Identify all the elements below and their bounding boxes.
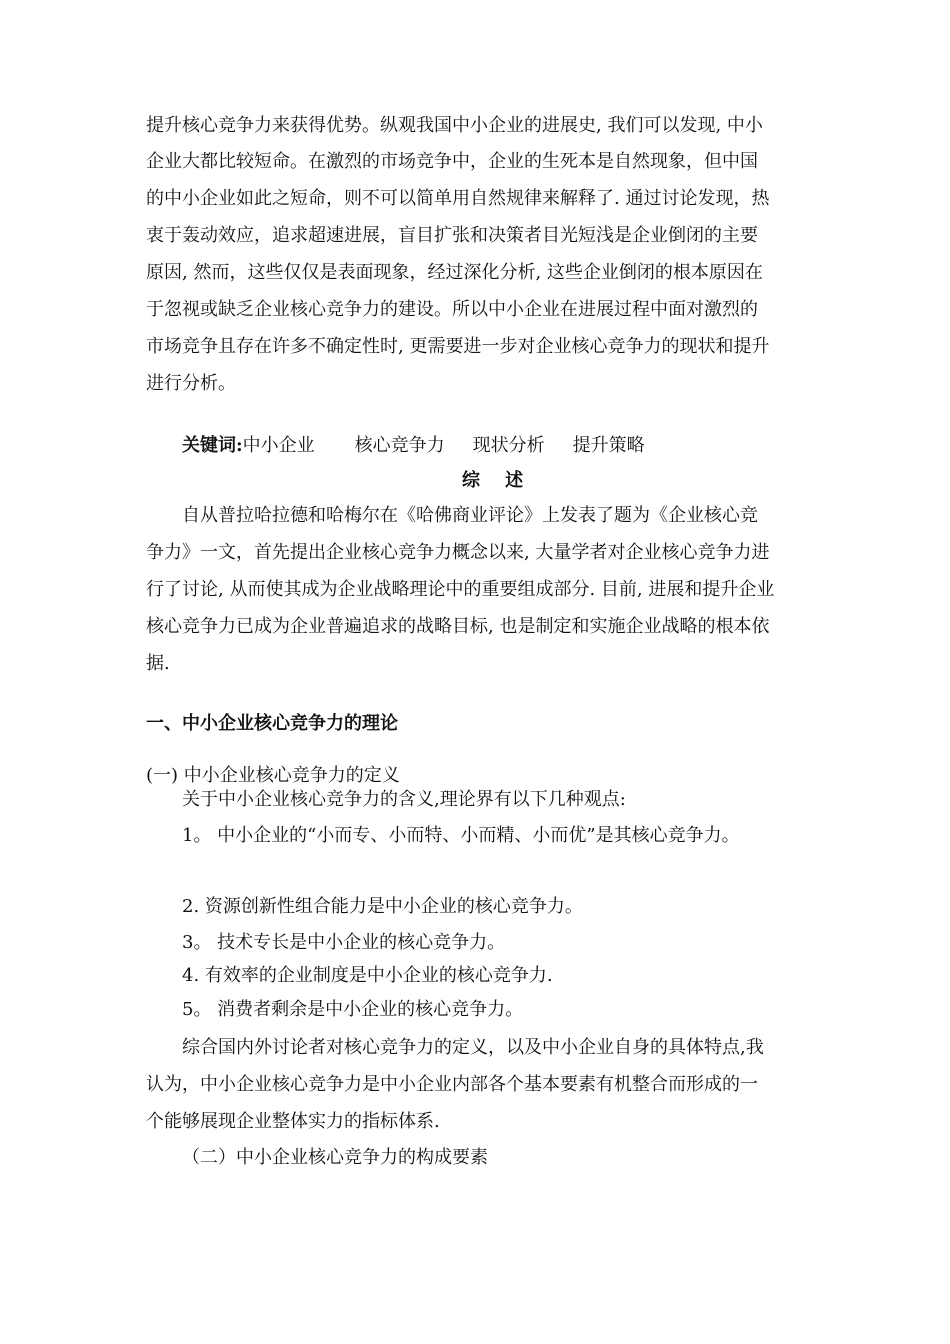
list-item: 4. 有效率的企业制度是中小企业的核心竞争力. [182,965,553,986]
keywords-row [182,434,645,458]
summary-line: 个能够展现企业整体实力的指标体系. [146,1111,440,1132]
section-heading: 一、中小企业核心竞争力的理论 [146,713,398,734]
intro-line: 进行分析。 [146,373,236,394]
summary-line: 认为，中小企业核心竞争力是中小企业内部各个基本要素有机整合而形成的一 [146,1074,758,1095]
list-item: 2. 资源创新性组合能力是中小企业的核心竞争力。 [182,896,583,917]
list-item: 1。 中小企业的“小而专、小而特、小而精、小而优”是其核心竞争力。 [182,825,740,846]
intro-line: 于忽视或缺乏企业核心竞争力的建设。所以中小企业在进展过程中面对激烈的 [146,299,758,320]
keywords-label: 关键词: [182,435,243,456]
intro-line: 的中小企业如此之短命，则不可以简单用自然规律来解释了. 通过讨论发现，热 [146,188,770,209]
review-line: 争力》一文，首先提出企业核心竞争力概念以来, 大量学者对企业核心竞争力进 [146,542,770,563]
intro-line: 衷于轰动效应，追求超速进展，盲目扩张和决策者目光短浅是企业倒闭的主要 [146,225,758,246]
review-line: 行了讨论, 从而使其成为企业战略理论中的重要组成部分. 目前, 进展和提升企业 [146,579,775,600]
summary-line: 综合国内外讨论者对核心竞争力的定义，以及中小企业自身的具体特点,我 [182,1037,764,1058]
subsection-heading: (一) 中小企业核心竞争力的定义 [146,765,400,786]
intro-line: 企业大都比较短命。在激烈的市场竞争中，企业的生死本是自然现象，但中国 [146,151,758,172]
keyword-item: 中小企业 [242,435,315,456]
intro-line: 提升核心竞争力来获得优势。纵观我国中小企业的进展史, 我们可以发现, 中小 [146,115,763,136]
review-line: 核心竞争力已成为企业普遍追求的战略目标, 也是制定和实施企业战略的根本依 [146,616,770,637]
keyword-item: 提升策略 [572,435,645,456]
section-intro: 关于中小企业核心竞争力的含义,理论界有以下几种观点: [182,789,626,810]
intro-line: 原因, 然而，这些仅仅是表面现象，经过深化分析, 这些企业倒闭的根本原因在 [146,262,763,283]
list-item: 5。 消费者剩余是中小企业的核心竞争力。 [182,999,524,1020]
review-line: 据. [146,653,170,674]
keyword-item: 现状分析 [472,435,545,456]
keyword-item: 核心竞争力 [354,435,445,456]
subsection-heading: （二）中小企业核心竞争力的构成要素 [182,1147,488,1168]
review-title: 综 述 [462,470,524,491]
list-item: 3。 技术专长是中小企业的核心竞争力。 [182,932,506,953]
intro-line: 市场竞争且存在许多不确定性时, 更需要进一步对企业核心竞争力的现状和提升 [146,336,770,357]
review-line: 自从普拉哈拉德和哈梅尔在《哈佛商业评论》上发表了题为《企业核心竞 [182,505,758,526]
